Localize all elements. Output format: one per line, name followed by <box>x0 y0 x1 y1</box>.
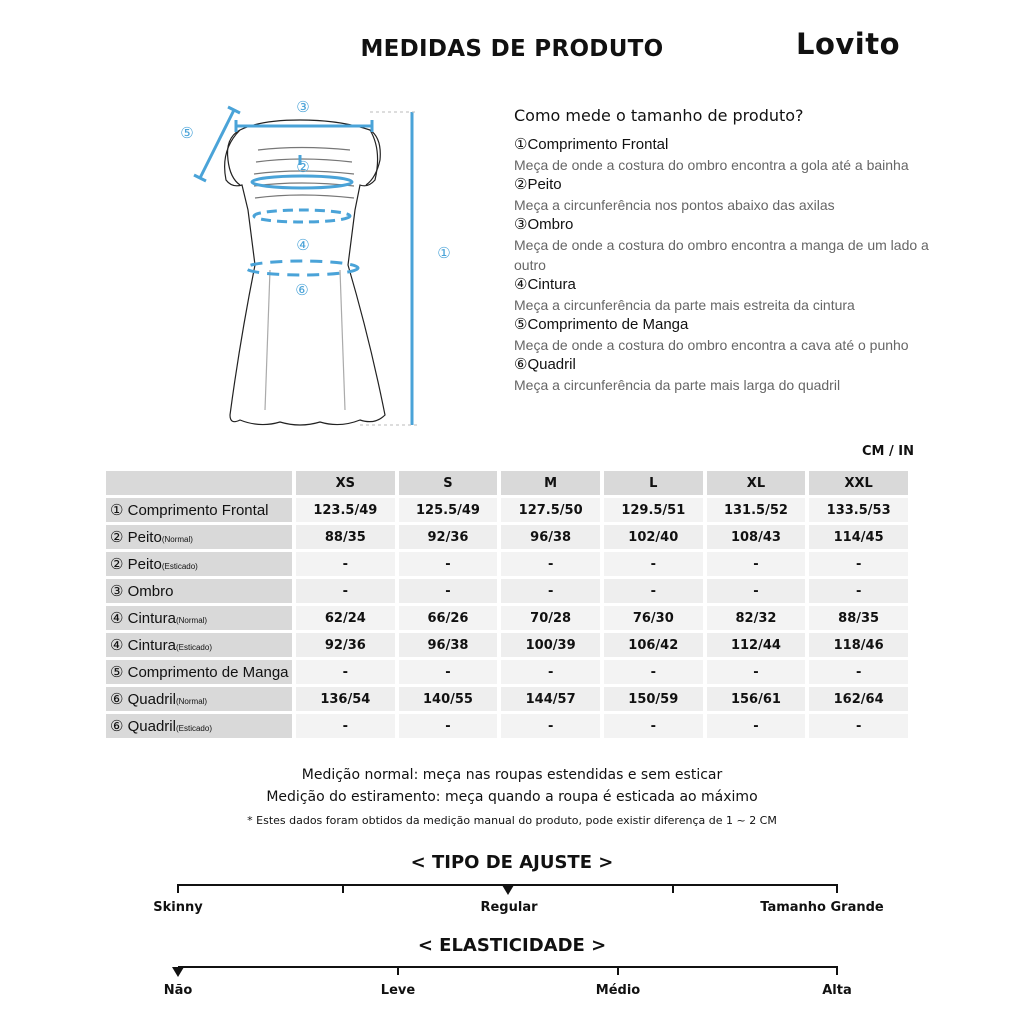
size-header: S <box>399 471 498 495</box>
table-cell: - <box>604 660 703 684</box>
row-label-text: ⑤ Comprimento de Manga <box>110 664 289 681</box>
size-header: M <box>501 471 600 495</box>
fit-scale-tick <box>672 884 674 893</box>
table-cell: - <box>296 660 395 684</box>
table-cell: 162/64 <box>809 687 908 711</box>
marker-waist: ④ <box>296 236 310 254</box>
fit-label-large: Tamanho Grande <box>760 900 884 915</box>
elasticity-label-light: Leve <box>380 983 416 998</box>
table-row <box>106 525 908 549</box>
elasticity-scale-tick <box>617 966 619 975</box>
table-cell: - <box>809 579 908 603</box>
elasticity-scale-tick <box>836 966 838 975</box>
table-cell: - <box>809 660 908 684</box>
guide-item-title: ④Cintura <box>514 276 576 293</box>
row-label-text: ① Comprimento Frontal <box>110 502 269 519</box>
guide-item-title: ⑤Comprimento de Manga <box>514 316 689 333</box>
table-cell: 136/54 <box>296 687 395 711</box>
size-table <box>102 468 912 741</box>
table-cell: 70/28 <box>501 606 600 630</box>
row-label <box>106 552 292 576</box>
table-cell: - <box>707 714 806 738</box>
guide-item <box>514 355 934 395</box>
marker-chest: ② <box>296 158 310 176</box>
size-header: XXL <box>809 471 908 495</box>
row-label <box>106 714 292 738</box>
guide-item-description: Meça a circunferência da parte mais estreita da cintura <box>514 297 855 313</box>
elasticity-scale-line <box>178 966 838 968</box>
fit-scale-tick <box>342 884 344 893</box>
row-label <box>106 606 292 630</box>
table-cell: 92/36 <box>296 633 395 657</box>
row-label-qualifier: (Normal) <box>175 697 208 706</box>
row-label-qualifier: (Normal) <box>175 616 208 625</box>
guide-item-title: ②Peito <box>514 176 562 193</box>
table-cell: - <box>501 552 600 576</box>
row-label-qualifier: (Esticado) <box>175 643 212 652</box>
row-label-text: ⑥ Quadril <box>110 718 176 735</box>
measurement-guide <box>514 106 934 395</box>
table-cell: - <box>399 579 498 603</box>
table-row <box>106 633 908 657</box>
page-title: MEDIDAS DE PRODUTO <box>360 36 664 62</box>
table-cell: 92/36 <box>399 525 498 549</box>
disclaimer-note: * Estes dados foram obtidos da medição manual do produto, pode existir diferença de 1 ~ 2 CM <box>247 814 777 827</box>
measurement-lines <box>194 107 412 425</box>
fit-scale-tick <box>177 884 179 893</box>
elasticity-scale-title: < ELASTICIDADE > <box>417 935 607 956</box>
size-header: XL <box>707 471 806 495</box>
table-cell: 140/55 <box>399 687 498 711</box>
row-label-qualifier: (Normal) <box>161 535 193 544</box>
fit-scale-tick <box>836 884 838 893</box>
guide-item <box>514 135 934 175</box>
table-cell: 76/30 <box>604 606 703 630</box>
table-cell: 133.5/53 <box>809 498 908 522</box>
fit-scale-title: < TIPO DE AJUSTE > <box>410 852 614 873</box>
table-cell: 150/59 <box>604 687 703 711</box>
fit-label-skinny: Skinny <box>153 900 203 915</box>
elasticity-label-medium: Médio <box>595 983 641 998</box>
table-cell: - <box>809 714 908 738</box>
table-cell: 62/24 <box>296 606 395 630</box>
table-cell: - <box>296 579 395 603</box>
elasticity-selected-marker-icon <box>172 967 184 977</box>
normal-measurement-note: Medição normal: meça nas roupas estendidas e sem esticar <box>301 767 723 783</box>
marker-sleeve: ⑤ <box>180 124 194 142</box>
row-label-qualifier: (Esticado) <box>175 724 212 733</box>
row-label-text: ④ Cintura <box>110 637 176 654</box>
marker-length: ① <box>437 244 451 262</box>
unit-label: CM / IN <box>862 444 914 459</box>
guide-item-title: ①Comprimento Frontal <box>514 136 669 153</box>
table-row <box>106 552 908 576</box>
guide-item-title: ③Ombro <box>514 216 574 233</box>
row-label-text: ④ Cintura <box>110 610 176 627</box>
table-row <box>106 714 908 738</box>
table-cell: - <box>296 552 395 576</box>
guide-question: Como mede o tamanho de produto? <box>514 106 804 125</box>
table-cell: - <box>501 660 600 684</box>
elasticity-label-high: Alta <box>822 983 852 998</box>
fit-label-regular: Regular <box>480 900 538 915</box>
table-row <box>106 606 908 630</box>
marker-hip: ⑥ <box>295 281 309 299</box>
table-row <box>106 579 908 603</box>
table-cell: 123.5/49 <box>296 498 395 522</box>
table-cell: 114/45 <box>809 525 908 549</box>
measurement-notes <box>0 764 1024 827</box>
table-cell: 108/43 <box>707 525 806 549</box>
table-cell: 125.5/49 <box>399 498 498 522</box>
brand-logo: Lovito <box>796 27 901 61</box>
table-cell: 106/42 <box>604 633 703 657</box>
row-label-text: ③ Ombro <box>110 583 174 600</box>
guide-item <box>514 215 934 275</box>
guide-item <box>514 315 934 355</box>
table-cell: - <box>399 552 498 576</box>
row-label-text: ② Peito <box>110 529 162 546</box>
size-header: L <box>604 471 703 495</box>
row-label <box>106 498 292 522</box>
guide-item-description: Meça de onde a costura do ombro encontra a manga de um lado a outro <box>514 237 929 273</box>
table-header-row <box>106 471 908 495</box>
table-cell: 88/35 <box>296 525 395 549</box>
table-cell: - <box>399 660 498 684</box>
row-label <box>106 687 292 711</box>
table-cell: 129.5/51 <box>604 498 703 522</box>
table-cell: 131.5/52 <box>707 498 806 522</box>
table-corner-cell <box>106 471 292 495</box>
elasticity-scale-tick <box>397 966 399 975</box>
row-label <box>106 579 292 603</box>
elasticity-label-none: Não <box>163 983 193 998</box>
row-label <box>106 525 292 549</box>
table-cell: 102/40 <box>604 525 703 549</box>
row-label-qualifier: (Esticado) <box>161 562 198 571</box>
table-cell: - <box>296 714 395 738</box>
table-cell: - <box>707 660 806 684</box>
row-label <box>106 660 292 684</box>
table-cell: - <box>604 579 703 603</box>
guide-item-description: Meça a circunferência nos pontos abaixo das axilas <box>514 197 835 213</box>
guide-item-description: Meça de onde a costura do ombro encontra a cava até o punho <box>514 337 909 353</box>
table-cell: 88/35 <box>809 606 908 630</box>
guide-item-description: Meça de onde a costura do ombro encontra a gola até a bainha <box>514 157 909 173</box>
guide-lines <box>360 112 418 425</box>
table-cell: 96/38 <box>399 633 498 657</box>
guide-item <box>514 275 934 315</box>
table-cell: 96/38 <box>501 525 600 549</box>
dress-measurement-diagram <box>170 90 470 435</box>
table-cell: 100/39 <box>501 633 600 657</box>
table-cell: 127.5/50 <box>501 498 600 522</box>
table-cell: 144/57 <box>501 687 600 711</box>
table-cell: - <box>707 552 806 576</box>
table-cell: - <box>707 579 806 603</box>
fit-selected-marker-icon <box>502 885 514 895</box>
table-cell: - <box>809 552 908 576</box>
row-label-text: ⑥ Quadril <box>110 691 176 708</box>
size-header: XS <box>296 471 395 495</box>
table-row <box>106 660 908 684</box>
table-cell: - <box>501 714 600 738</box>
row-label-text: ② Peito <box>110 556 162 573</box>
table-cell: 118/46 <box>809 633 908 657</box>
table-row <box>106 498 908 522</box>
marker-shoulder: ③ <box>296 98 310 116</box>
table-cell: 156/61 <box>707 687 806 711</box>
stretch-measurement-note: Medição do estiramento: meça quando a roupa é esticada ao máximo <box>266 789 758 805</box>
guide-item <box>514 175 934 215</box>
table-cell: 66/26 <box>399 606 498 630</box>
table-cell: 112/44 <box>707 633 806 657</box>
guide-item-title: ⑥Quadril <box>514 356 576 373</box>
table-cell: - <box>501 579 600 603</box>
table-cell: - <box>399 714 498 738</box>
guide-item-description: Meça a circunferência da parte mais larga do quadril <box>514 377 841 393</box>
table-row <box>106 687 908 711</box>
table-cell: - <box>604 552 703 576</box>
table-cell: - <box>604 714 703 738</box>
row-label <box>106 633 292 657</box>
table-cell: 82/32 <box>707 606 806 630</box>
